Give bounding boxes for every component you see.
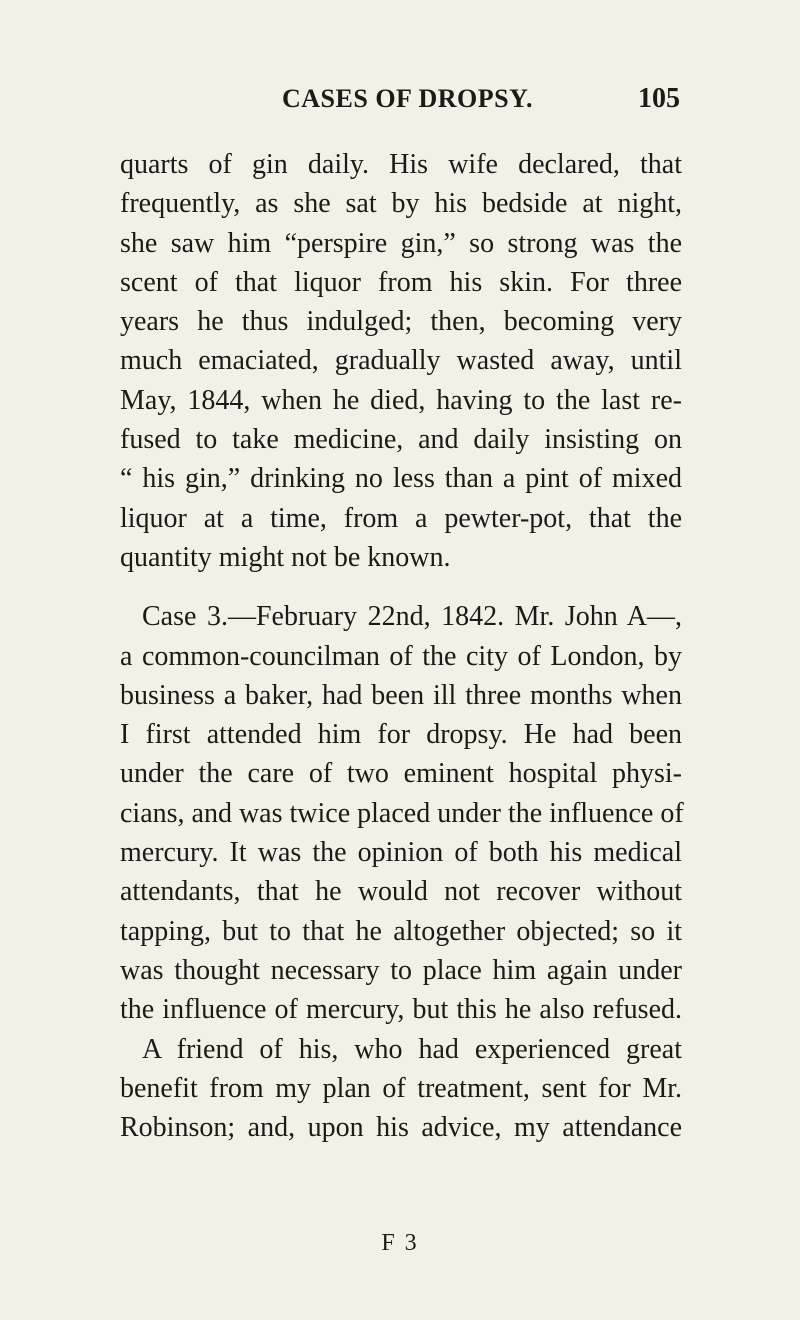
text-line: quarts of gin daily. His wife declared, that xyxy=(120,149,682,180)
text-line: “ his gin,” drinking no less than a pint of mixed xyxy=(120,463,682,495)
paragraph-2 xyxy=(120,597,682,1029)
paragraph-3 xyxy=(120,1030,682,1148)
text-line: tapping, but to that he altogether objected; so it xyxy=(120,915,682,947)
page-number: 105 xyxy=(638,83,680,114)
body-text xyxy=(120,145,682,1147)
page-header xyxy=(282,82,680,116)
text-line: quantity might not be known. xyxy=(120,541,451,573)
text-line: A friend of his, who had experienced great xyxy=(142,1033,682,1065)
text-line: fused to take medicine, and daily insisting on xyxy=(120,424,682,456)
paragraph-gap xyxy=(120,577,682,597)
paragraph-1 xyxy=(120,145,682,577)
text-line: much emaciated, gradually wasted away, until xyxy=(120,345,682,377)
case-heading-line: Case 3.—February 22nd, 1842. Mr. John A—, xyxy=(142,601,682,633)
text-line: liquor at a time, from a pewter-pot, that the xyxy=(120,502,682,534)
text-line: mercury. It was the opinion of both his medical xyxy=(120,837,682,869)
text-line: scent of that liquor from his skin. For three xyxy=(120,266,682,298)
running-title: CASES OF DROPSY. xyxy=(282,84,533,113)
text-line: I first attended him for dropsy. He had been xyxy=(120,719,682,751)
signature-mark: F 3 xyxy=(381,1230,419,1256)
text-line: May, 1844, when he died, having to the last re- xyxy=(120,384,682,416)
text-line: the influence of mercury, but this he also refused. xyxy=(120,994,682,1026)
text-line: she saw him “perspire gin,” so strong was the xyxy=(120,227,682,259)
text-line: frequently, as she sat by his bedside at night, xyxy=(120,188,682,220)
text-line: business a baker, had been ill three months when xyxy=(120,679,682,711)
text-line: was thought necessary to place him again under xyxy=(120,954,682,986)
text-line: years he thus indulged; then, becoming very xyxy=(120,306,682,338)
text-line: under the care of two eminent hospital physi- xyxy=(120,758,682,790)
text-line: benefit from my plan of treatment, sent for Mr. xyxy=(120,1072,682,1104)
text-line: cians, and was twice placed under the influence of xyxy=(120,797,684,829)
text-line: attendants, that he would not recover without xyxy=(120,876,682,908)
text-line: Robinson; and, upon his advice, my attendance xyxy=(120,1112,682,1144)
text-line: a common-councilman of the city of London, by xyxy=(120,640,682,672)
